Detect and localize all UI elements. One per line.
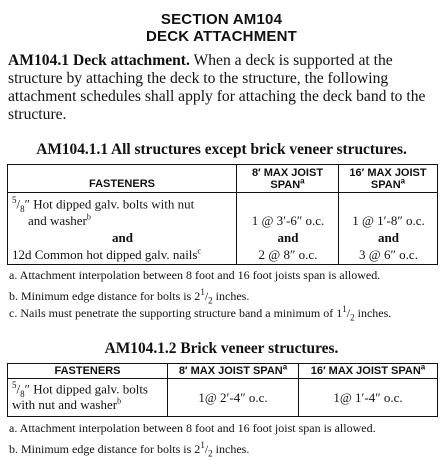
table2-fastener-cell <box>8 379 168 417</box>
table1-note-c: c. Nails must penetrate the supporting structure band a minimum of $1^1/_2$ inches. <box>9 304 392 323</box>
table2-row <box>8 379 438 417</box>
table1-bolt-16ft: 1 @ 1′-8″ o.c. <box>352 213 425 228</box>
table1-bolt-line2: and washer$^b$ <box>28 212 91 228</box>
table2-header-8ft: 8′ MAX JOIST SPAN$^a$ <box>168 364 299 379</box>
section-subtitle: DECK ATTACHMENT <box>145 28 298 45</box>
section-title: SECTION AM104 <box>160 11 283 28</box>
table1-header-row <box>8 165 438 193</box>
table2-bolt-line1: $^5/_8''$ Hot dipped galv. bolts <box>12 380 148 399</box>
intro-text: When a deck is supported at the structure by attaching the deck to the structure, the following attachment schedules shall apply for attaching the deck band to the structure. <box>8 52 426 123</box>
table1-nail-16ft: 3 @ 6″ o.c. <box>359 247 418 262</box>
table1-row <box>8 193 438 265</box>
table1-nail-line: 12d Common hot dipped galv. nails$^c$ <box>12 246 202 262</box>
intro-paragraph <box>8 52 438 124</box>
table2-bolt-line2: with nut and washer$^b$ <box>12 396 122 412</box>
table1-header-fasteners: FASTENERS <box>8 165 237 193</box>
table2 <box>7 363 438 417</box>
table1-fastener-cell <box>8 193 237 265</box>
table1-bolt-line1: $^5/_8''$ Hot dipped galv. bolts with nut <box>12 195 195 214</box>
table2-header-fasteners: FASTENERS <box>8 364 168 379</box>
table1-header-16ft: 16′ MAX JOIST SPAN$^a$ <box>339 165 438 193</box>
table1-and-left: and <box>112 230 133 245</box>
table2-16ft-cell: 1@ 1′-4″ o.c. <box>299 379 438 417</box>
table1-title: AM104.1.1 All structures except brick veneer structures. <box>36 141 407 158</box>
table1-note-a: a. Attachment interpolation between 8 foot and 16 foot joists span is allowed. <box>9 268 381 282</box>
table1-header-8ft: 8′ MAX JOIST SPAN$^a$ <box>237 165 339 193</box>
table1-note-b: b. Minimum edge distance for bolts is $2^1/_2$ inches. <box>9 287 250 306</box>
table2-header-row <box>8 364 438 379</box>
table2-header-16ft: 16′ MAX JOIST SPAN$^a$ <box>299 364 438 379</box>
table1-nail-8ft: 2 @ 8″ o.c. <box>258 247 318 262</box>
table2-title: AM104.1.2 Brick veneer structures. <box>104 340 339 357</box>
table1-and-16ft: and <box>378 230 399 245</box>
table1-bolt-8ft: 1 @ 3′-6″ o.c. <box>251 213 325 228</box>
table1 <box>7 164 438 265</box>
table1-and-8ft: and <box>277 230 299 245</box>
intro-lead: AM104.1 Deck attachment. <box>8 52 190 69</box>
table2-note-b: b. Minimum edge distance for bolts is $2^1/_2$ inches. <box>9 440 250 459</box>
table2-8ft-cell: 1@ 2′-4″ o.c. <box>168 379 299 417</box>
table1-16ft-cell <box>339 193 438 265</box>
table1-8ft-cell <box>237 193 339 265</box>
table2-note-a: a. Attachment interpolation between 8 foot and 16 foot joist span is allowed. <box>9 421 376 435</box>
